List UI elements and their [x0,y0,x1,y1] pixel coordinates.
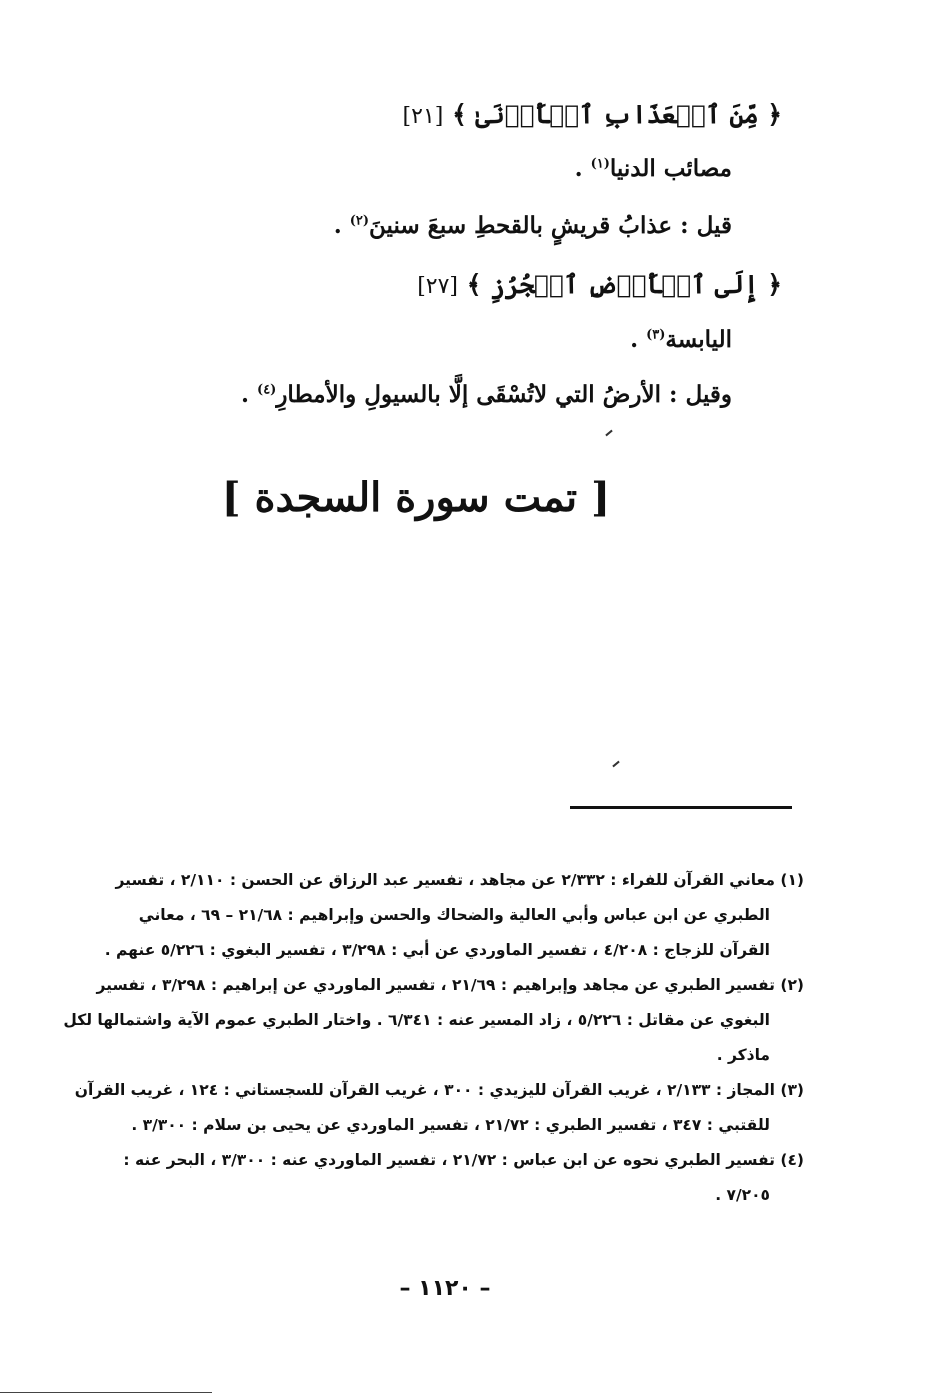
gloss-line-3-end: . [630,326,647,353]
verse-21-ref: [٢١] [402,104,444,129]
footnote-divider [570,806,792,809]
footnote-line: ٧/٢٠٥ . [715,1186,770,1204]
scan-speck [612,761,619,768]
footnote-line: (١) معاني القرآن للفراء : ٢/٣٣٢ عن مجاهد ، تفسير عبد الرزاق عن الحسن : ٢/١١٠ ، تفسير [115,871,804,889]
gloss-line-4-end: . [241,381,258,408]
gloss-line-4-text: وقيل : الأرضُ التي لاتُسْقَى إلَّا بالسيولِ والأمطارِ [276,381,732,408]
gloss-line-4 [241,381,732,408]
scan-speck [605,430,612,437]
gloss-line-1-text: مصائب الدنيا [609,155,732,182]
footnote-line: (٣) المجاز : ٢/١٣٣ ، غريب القرآن لليزيدي : ٣٠٠ ، غريب القرآن للسجستاني : ١٢٤ ، غريب القرآن [74,1081,804,1099]
footnote-line: (٤) تفسير الطبري نحوه عن ابن عباس : ٢١/٧٢ ، تفسير الماوردي عنه : ٣/٣٠٠ ، البحر عنه : [123,1151,804,1169]
footnote-line: للقتبي : ٣٤٧ ، تفسير الطبري : ٢١/٧٢ ، تفسير الماوردي عن يحيى بن سلام : ٣/٣٠٠ . [131,1116,770,1134]
verse-27-ref: [٢٧] [417,274,459,299]
gloss-line-2-end: . [333,212,350,239]
footnote-line: القرآن للزجاج : ٤/٢٠٨ ، تفسير الماوردي عن أبي : ٣/٢٩٨ ، تفسير البغوي : ٥/٢٢٦ عنهم . [104,941,770,959]
footnote-marker-2: (٢) [349,213,370,229]
verse-21-quote: ﴿ مِّنَ ٱلۡعَذَابِ ٱلۡأَدۡنَىٰ ﴾ [452,100,782,129]
surah-end-heading: [ تمت سورة السجدة ] [221,474,610,521]
footnote-line: الطبري عن ابن عباس وأبي العالية والضحاك والحسن وإبراهيم : ٢١/٦٨ – ٦٩ ، معاني [138,906,770,924]
footnote-line: (٢) تفسير الطبري عن مجاهد وإبراهيم : ٢١/٦٩ ، تفسير الماوردي عن إبراهيم : ٣/٢٩٨ ، تفسير [96,976,804,994]
verse-27-quote: ﴿ إِلَى ٱلۡأَرۡضِ ٱلۡجُرُزِ ﴾ [466,270,782,299]
footnote-marker-1: (١) [590,156,610,172]
gloss-line-1-end: . [574,155,591,182]
verse-21-line [403,100,782,129]
footnote-marker-3: (٣) [646,327,666,343]
verse-27-line [417,270,782,299]
footnote-line: ماذكر . [716,1046,770,1064]
footnote-marker-4: (٤) [257,382,277,398]
footnote-line: البغوي عن مقاتل : ٥/٢٢٦ ، زاد المسير عنه : ٦/٣٤١ . واختار الطبري عموم الآية واشتمالها لكل [63,1011,770,1029]
gloss-line-3-text: اليابسة [665,326,732,353]
page-number: – ١١٢٠ – [399,1276,491,1301]
gloss-line-2-text: قيل : عذابُ قريشٍ بالقحطِ سبعَ سنينَ [369,212,732,239]
gloss-line-2 [334,212,732,239]
gloss-line-1 [575,155,732,182]
gloss-line-3 [630,326,732,353]
bottom-rule [0,1392,212,1393]
